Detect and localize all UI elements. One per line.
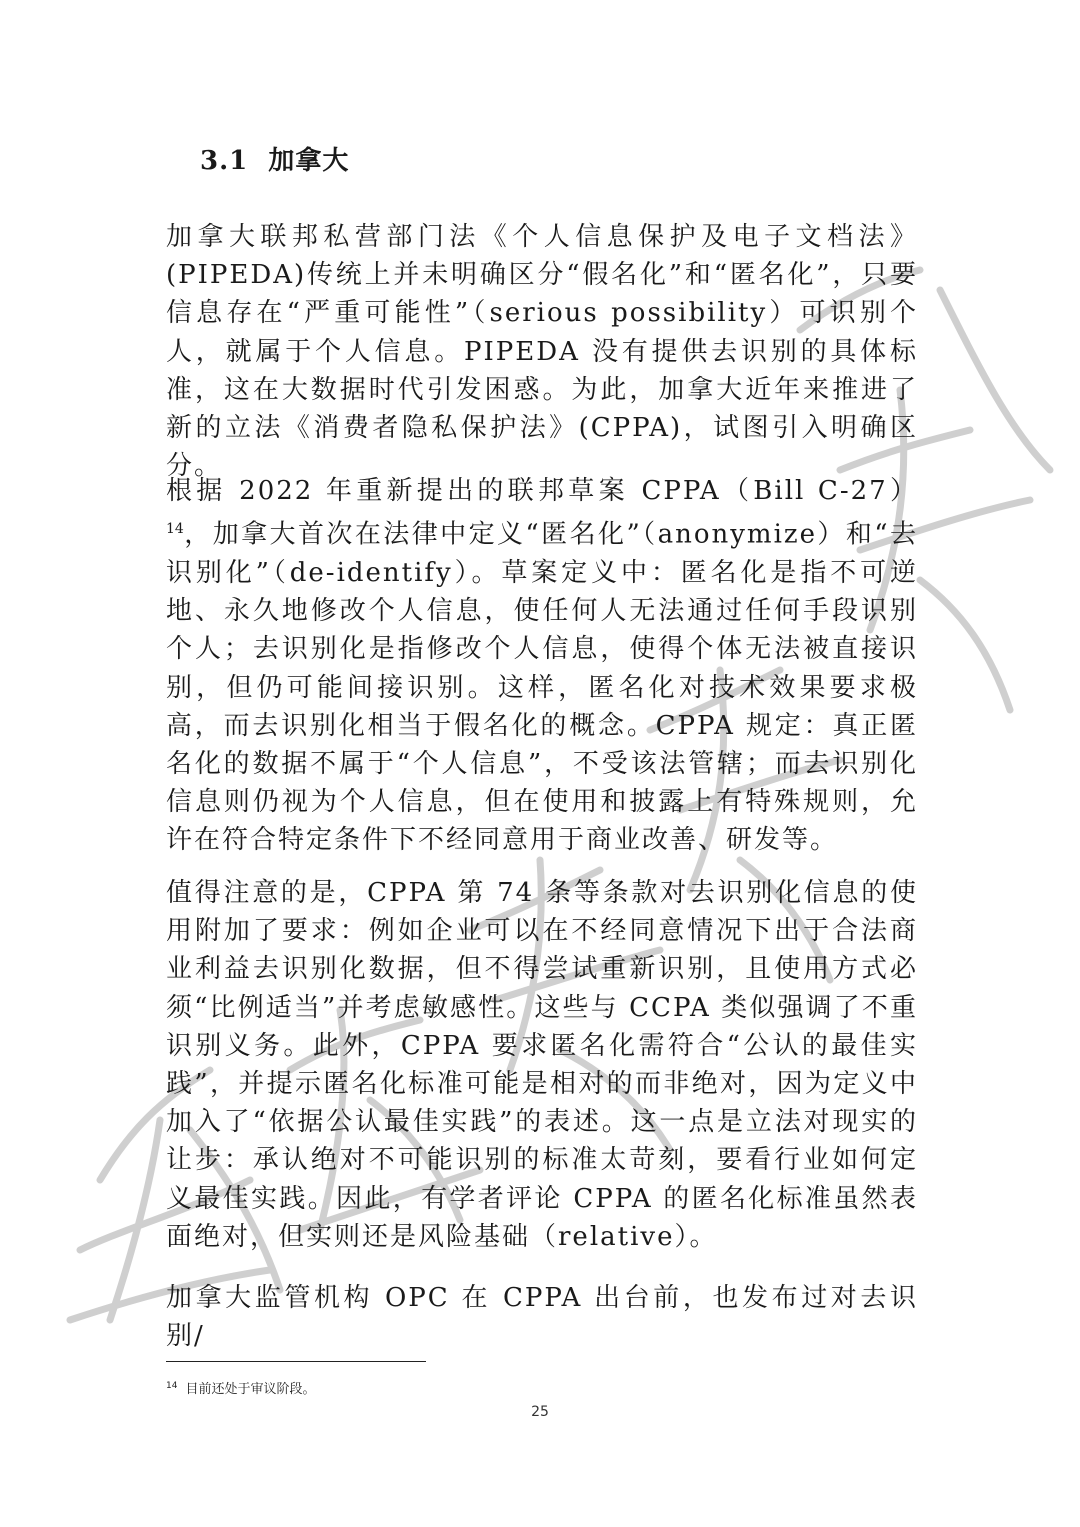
page-number: 25 [531,1404,549,1420]
footnote-text: 目前还处于审议阶段。 [185,1382,316,1397]
footnote-divider [166,1361,426,1362]
section-heading [200,140,349,177]
footnote-reference[interactable]: 14 [166,521,184,538]
paragraph-2-before: 根据 2022 年重新提出的联邦草案 CPPA（Bill C-27） [166,476,918,506]
section-number: 3.1 [200,146,249,176]
paragraph-1: 加拿大联邦私营部门法《个人信息保护及电子文档法》(PIPEDA)传统上并未明确区分“假名化”和“匿名化”，只要信息存在“严重可能性”（serious possibility）可识别个人，就属于个人信息。PIPEDA 没有提供去识别的具体标准，这在大数据时代引发困惑。为此，加拿大近年来推进了新的立法《消费者隐私保护法》(CPPA)，试图引入明确区分。 [166,222,918,482]
paragraph-3: 值得注意的是，CPPA 第 74 条等条款对去识别化信息的使用附加了要求：例如企业可以在不经同意情况下出于合法商业利益去识别化数据，但不得尝试重新识别，且使用方式必须“比例适当”并考虑敏感性。这些与 CCPA 类似强调了不重识别义务。此外，CPPA 要求匿名化需符合“公认的最佳实践”，并提示匿名化标准可能是相对的而非绝对，因为定义中加入了“依据公认最佳实践”的表述。这一点是立法对现实的让步：承认绝对不可能识别的标准太苛刻，要看行业如何定义最佳实践。因此，有学者评论 CPPA 的匿名化标准虽然表面绝对，但实则还是风险基础（relative）。 [166,878,918,1252]
section-title: 加拿大 [268,146,350,176]
paragraph-2 [166,472,918,860]
paragraph-2-after: ，加拿大首次在法律中定义“匿名化”（anonymize）和“去识别化”（de-identify）。草案定义中：匿名化是指不可逆地、永久地修改个人信息，使任何人无法通过任何手段识别个人；去识别化是指修改个人信息，使得个体无法被直接识别，但仍可能间接识别。这样，匿名化对技术效果要求极高，而去识别化相当于假名化的概念。CPPA 规定：真正匿名化的数据不属于“个人信息”，不受该法管辖；而去识别化信息则仍视为个人信息，但在使用和披露上有特殊规则，允许在符合特定条件下不经同意用于商业改善、研发等。 [166,519,918,856]
footnote-number: 14 [166,1380,178,1391]
paragraph-4: 加拿大监管机构 OPC 在 CPPA 出台前，也发布过对去识别/ [166,1283,918,1352]
footnote [166,1378,315,1397]
